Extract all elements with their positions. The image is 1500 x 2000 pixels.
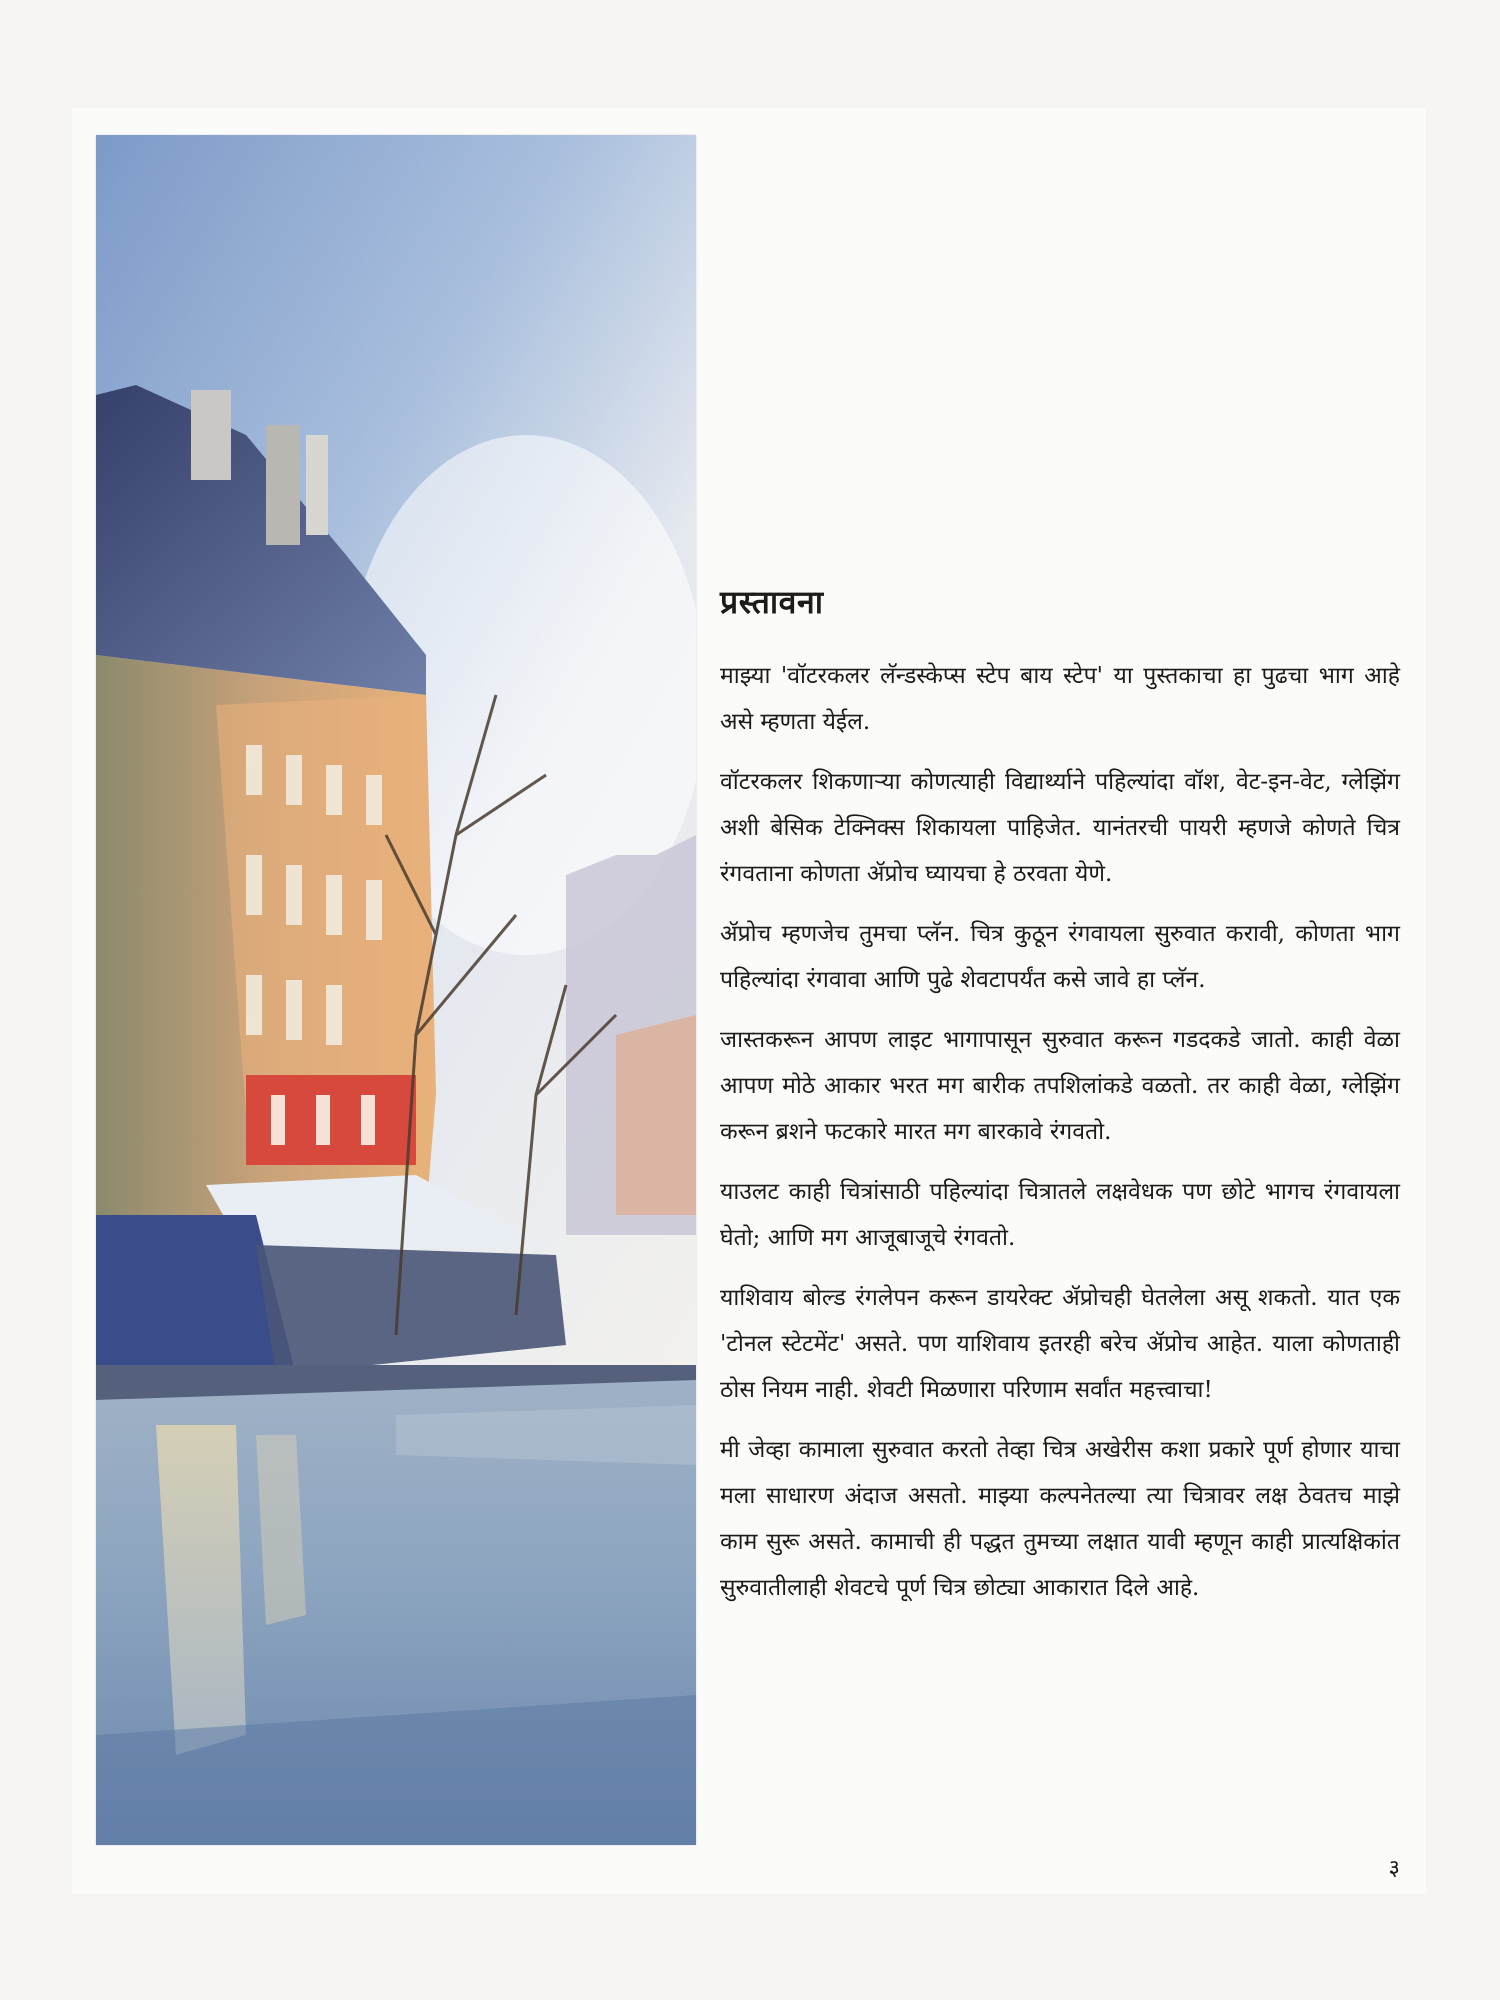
preface-paragraph-6: याशिवाय बोल्ड रंगलेपन करून डायरेक्ट ॲप्रोचही घेतलेला असू शकतो. यात एक 'टोनल स्टेटमेंट' असते. पण याशिवाय इतरही बरेच ॲप्रोच आहेत. याला कोणताही ठोस नियम नाही. शेवटी मिळणारा परिणाम सर्वांत महत्त्वाचा! <box>720 1285 1400 1403</box>
preface-heading: प्रस्तावना <box>720 583 824 621</box>
preface-paragraph-3: ॲप्रोच म्हणजेच तुमचा प्लॅन. चित्र कुठून रंगवायला सुरुवात करावी, कोणता भाग पहिल्यांदा रंगवावा आणि पुढे शेवटापर्यंत कसे जावे हा प्लॅन. <box>720 921 1400 993</box>
preface-paragraph-7: मी जेव्हा कामाला सुरुवात करतो तेव्हा चित्र अखेरीस कशा प्रकारे पूर्ण होणार याचा मला साधारण अंदाज असतो. माझ्या कल्पनेतल्या त्या चित्रावर लक्ष ठेवतच माझे काम सुरू असते. कामाची ही पद्धत तुमच्या लक्षात यावी म्हणून काही प्रात्यक्षिकांत सुरुवातीलाही शेवटचे पूर्ण चित्र छोट्या आकारात दिले आहे. <box>720 1437 1400 1601</box>
preface-paragraph-4: जास्तकरून आपण लाइट भागापासून सुरुवात करून गडदकडे जातो. काही वेळा आपण मोठे आकार भरत मग बारीक तपशिलांकडे वळतो. तर काही वेळा, ग्लेझिंग करून ब्रशने फटकारे मारत मग बारकावे रंगवतो. <box>720 1027 1400 1145</box>
preface-paragraph-2: वॉटरकलर शिकणाऱ्या कोणत्याही विद्यार्थ्याने पहिल्यांदा वॉश, वेट-इन-वेट, ग्लेझिंग अशी बेसिक टेक्निक्स शिकायला पाहिजेत. यानंतरची पायरी म्हणजे कोणते चित्र रंगवताना कोणता ॲप्रोच घ्यायचा हे ठरवता येणे. <box>720 769 1400 887</box>
watercolor-street-painting <box>96 135 696 1845</box>
preface-column <box>720 580 1400 1625</box>
page-number: ३ <box>1388 1856 1400 1881</box>
preface-paragraph-5: याउलट काही चित्रांसाठी पहिल्यांदा चित्रातले लक्षवेधक पण छोटे भागच रंगवायला घेतो; आणि मग आजूबाजूचे रंगवतो. <box>720 1179 1400 1251</box>
preface-paragraph-1: माझ्या 'वॉटरकलर लॅन्डस्केप्स स्टेप बाय स्टेप' या पुस्तकाचा हा पुढचा भाग आहे असे म्हणता येईल. <box>720 663 1400 735</box>
